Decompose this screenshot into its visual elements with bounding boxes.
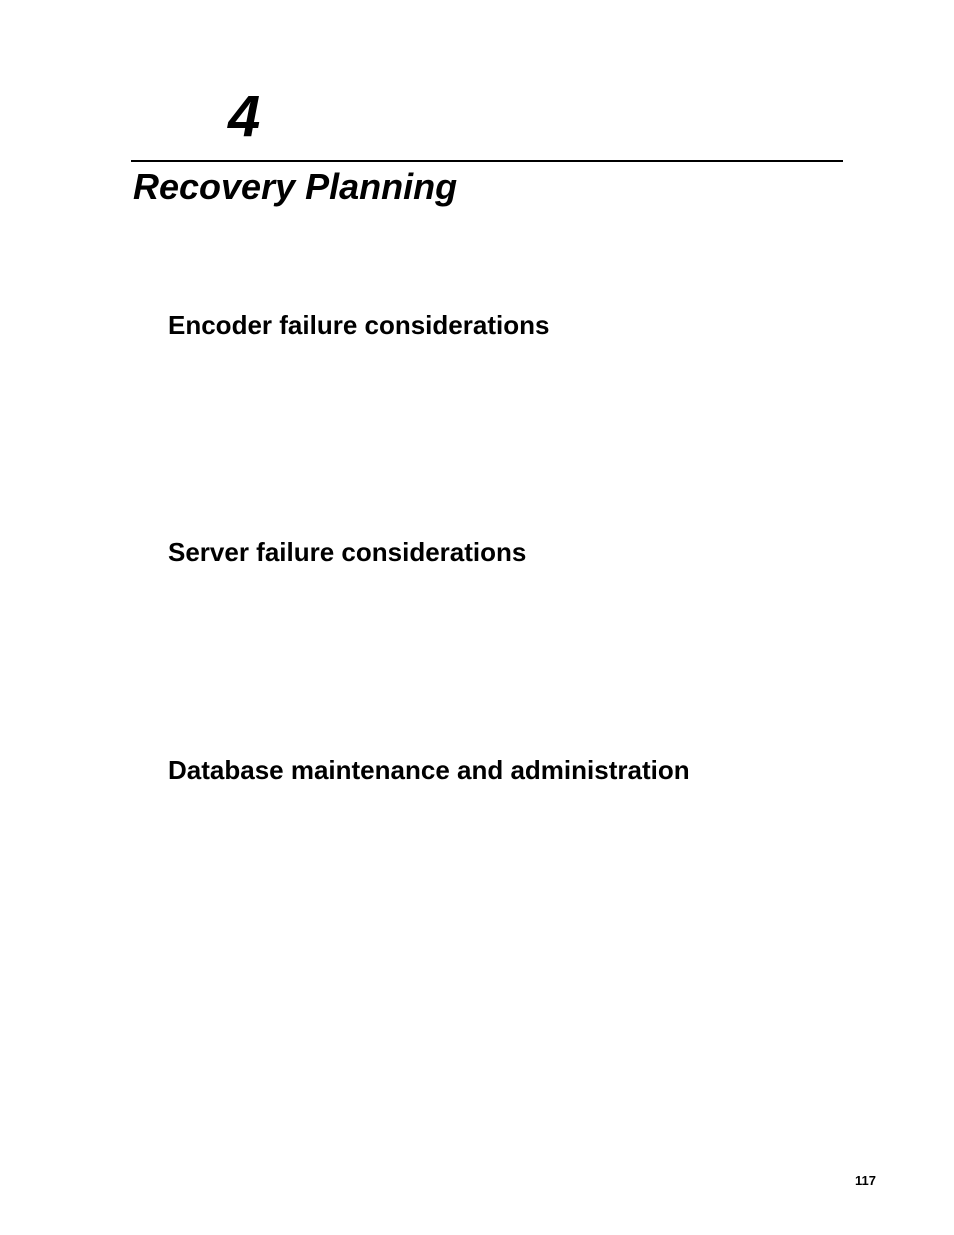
page-number: 117 [855, 1173, 876, 1188]
chapter-divider [131, 160, 843, 162]
chapter-number: 4 [228, 84, 261, 149]
section-heading-encoder-failure: Encoder failure considerations [168, 310, 550, 340]
chapter-title: Recovery Planning [133, 166, 458, 207]
section-heading-server-failure: Server failure considerations [168, 537, 527, 567]
section-heading-database-maintenance: Database maintenance and administration [168, 755, 690, 785]
